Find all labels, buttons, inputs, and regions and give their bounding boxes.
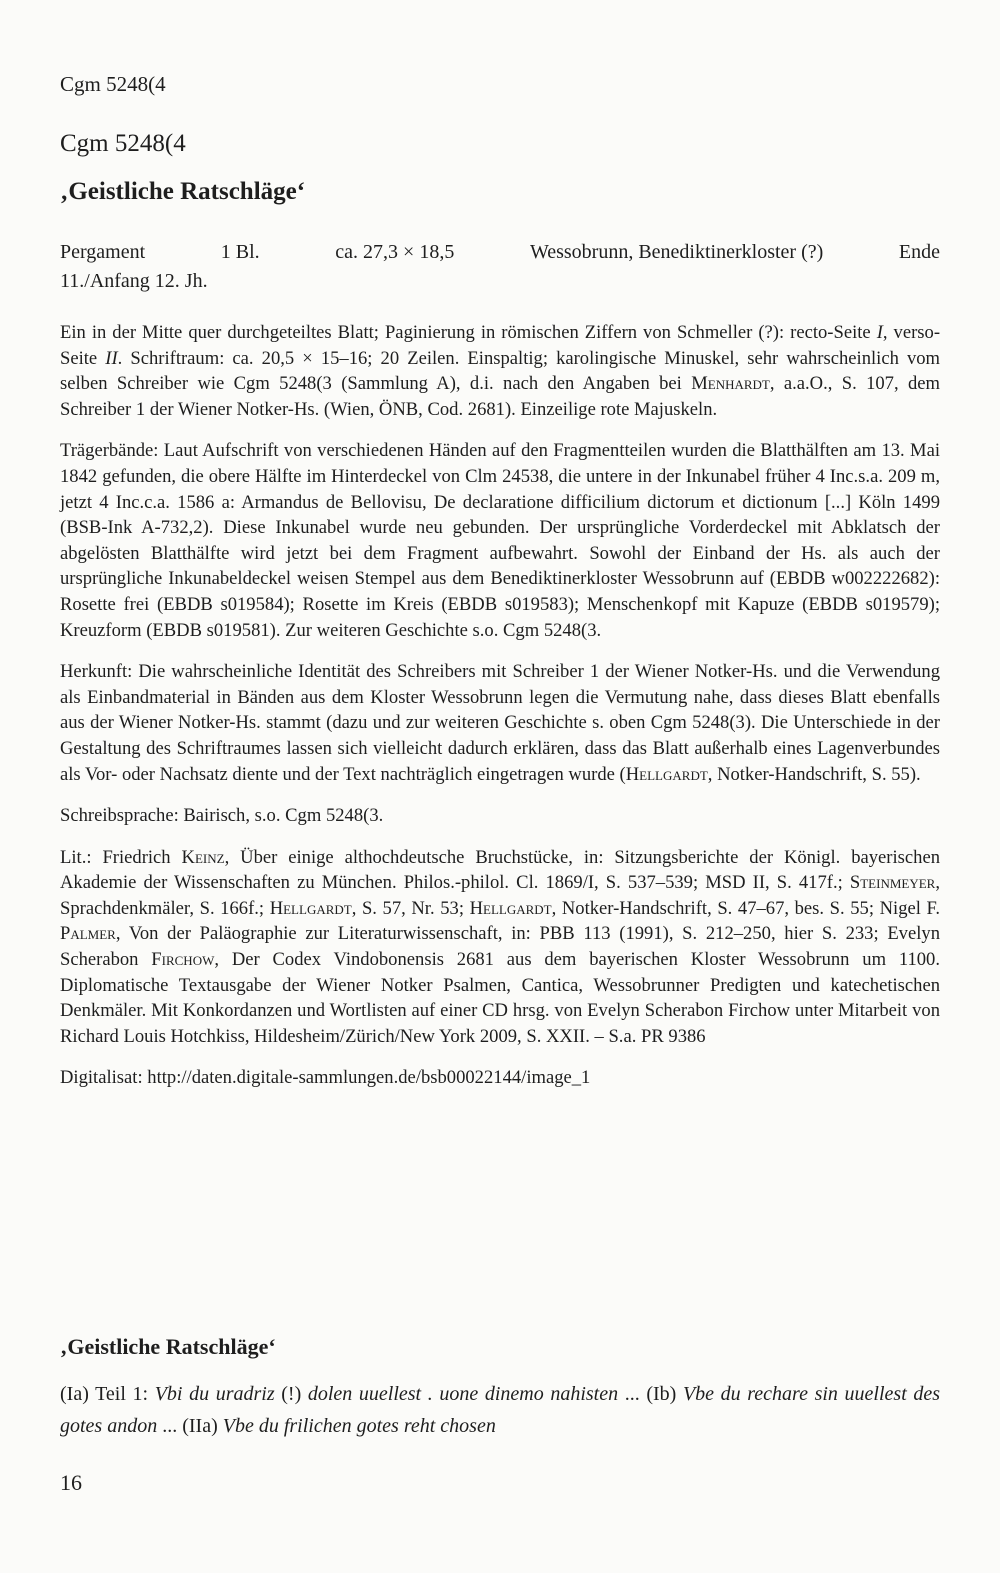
text-incipits: (Ia) Teil 1: Vbi du uradriz (!) dolen uuellest . uone dinemo nahisten ... (Ib) Vbe du rechare sin uuellest des gotes andon ... (IIa) Vbe du frilichen gotes reht chosen — [60, 1383, 941, 1437]
author-name: Firchow — [151, 949, 215, 971]
author-name: Steinmeyer — [849, 872, 936, 894]
author-name: Hellgardt — [625, 763, 708, 785]
date-start: Ende — [898, 241, 940, 263]
author-name: Keinz — [181, 846, 225, 868]
schreibsprache-paragraph: Schreibsprache: Bairisch, s.o. Cgm 5248(3. — [60, 805, 384, 827]
traegerbaende-paragraph: Trägerbände: Laut Aufschrift von verschiedenen Händen auf den Fragmentteilen wurden die Blatthälften am 13. Mai 1842 gefunden, die obere Hälfte im Hinterdeckel von Clm 24538, die untere in der Inkunabel früher 4 Inc.s.a. 209 m, jetzt 4 Inc.c.a. 1586 a: Armandus de Bellovisu, De declaratione difficilium dictorum et dictionum [...] Köln 1499 (BSB-Ink A-732,2). Diese Inkunabel wurde neu gebunden. Der ursprüngliche Vorderdeckel mit Abklatsch der abgelösten Blatthälfte wird jetzt bei dem Fragment aufbewahrt. Sowohl der Einband der Hs. als auch der ursprüngliche Inkunabeldeckel weisen Stempel aus dem Benediktinerkloster Wessobrunn auf (EBDB w002222682): Rosette frei (EBDB s019584); Rosette im Kreis (EBDB s019583); Menschenkopf mit Kapuze (EBDB s019579); Kreuzform (EBDB s019581). Zur weiteren Geschichte s.o. Cgm 5248(3. — [60, 440, 940, 641]
codicological-summary — [60, 238, 940, 296]
material: Pergament — [60, 241, 146, 263]
section-title: ‚Geistliche Ratschläge‘ — [60, 1334, 276, 1359]
entry-title: ‚Geistliche Ratschläge‘ — [60, 178, 306, 205]
literature-paragraph: Lit.: Friedrich Keinz, Über einige althochdeutsche Bruchstücke, in: Sitzungsberichte der Königl. bayerischen Akademie der Wissenschaften zu München. Philos.-philol. Cl. 1869/I, S. 537–539; MSD II, S. 417f.; Steinmeyer, Sprachdenkmäler, S. 166f.; Hellgardt, S. 57, Nr. 53; Hellgardt, Notker-Handschrift, S. 47–67, bes. S. 55; Nigel F. Palmer, Von der Paläographie zur Literaturwissenschaft, in: PBB 113 (1991), S. 212–250, hier S. 233; Evelyn Scherabon Firchow, Der Codex Vindobonensis 2681 aus dem bayerischen Kloster Wessobrunn um 1100. Diplomatische Textausgabe der Wiener Notker Psalmen, Cantica, Wessobrunner Predigten und katechetischen Denkmäler. Mit Konkordanzen und Wortlisten auf einer CD hrsg. von Evelyn Scherabon Firchow unter Mitarbeit von Richard Louis Hotchkiss, Hildesheim/Zürich/New York 2009, S. XXII. – S.a. PR 9386 — [60, 846, 941, 1047]
extent: 1 Bl. — [220, 241, 260, 263]
dimensions: ca. 27,3 × 18,5 — [335, 241, 455, 263]
summary-row — [60, 238, 940, 267]
page — [60, 0, 940, 1573]
digitalisat-paragraph: Digitalisat: http://daten.digitale-sammlungen.de/bsb00022144/image_1 — [60, 1067, 591, 1089]
author-name: Menhardt — [691, 373, 770, 395]
page-number: 16 — [60, 1470, 82, 1495]
author-name: Hellgardt — [269, 897, 352, 919]
entry-body — [60, 320, 940, 1107]
place-of-origin: Wessobrunn, Benediktinerkloster (?) — [529, 241, 824, 263]
herkunft-paragraph: Herkunft: Die wahrscheinliche Identität des Schreibers mit Schreiber 1 der Wiener Notker-Hs. und die Verwendung als Einbandmaterial in Bänden aus dem Kloster Wessobrunn legen die Vermutung nahe, dass dieses Blatt ebenfalls aus der Wiener Notker-Hs. stammt (dazu und zur weiteren Geschichte s. oben Cgm 5248(3). Die Unterschiede in der Gestaltung des Schriftraumes lassen sich vielleicht dadurch erklären, dass das Blatt außerhalb eines Lagenverbundes als Vor- oder Nachsatz diente und der Text nachträglich eingetragen wurde (Hellgardt, Notker-Handschrift, S. 55). — [60, 661, 940, 785]
manuscript-signature: Cgm 5248(4 — [60, 130, 186, 157]
description-paragraph: Ein in der Mitte quer durchgeteiltes Blatt; Paginierung in römischen Ziffern von Schmeller (?): recto-Seite I, verso-Seite II. Schriftraum: ca. 20,5 × 15–16; 20 Zeilen. Einspaltig; karolingische Minuskel, sehr wahrscheinlich vom selben Schreiber wie Cgm 5248(3 (Sammlung A), d.i. nach den Angaben bei Menhardt, a.a.O., S. 107, dem Schreiber 1 der Wiener Notker-Hs. (Wien, ÖNB, Cod. 2681). Einzeilige rote Majuskeln. — [60, 322, 941, 420]
author-name: Hellgardt — [469, 897, 552, 919]
date-rest: 11./Anfang 12. Jh. — [60, 270, 208, 292]
running-head: Cgm 5248(4 — [60, 72, 166, 96]
author-name: Palmer — [60, 923, 116, 945]
